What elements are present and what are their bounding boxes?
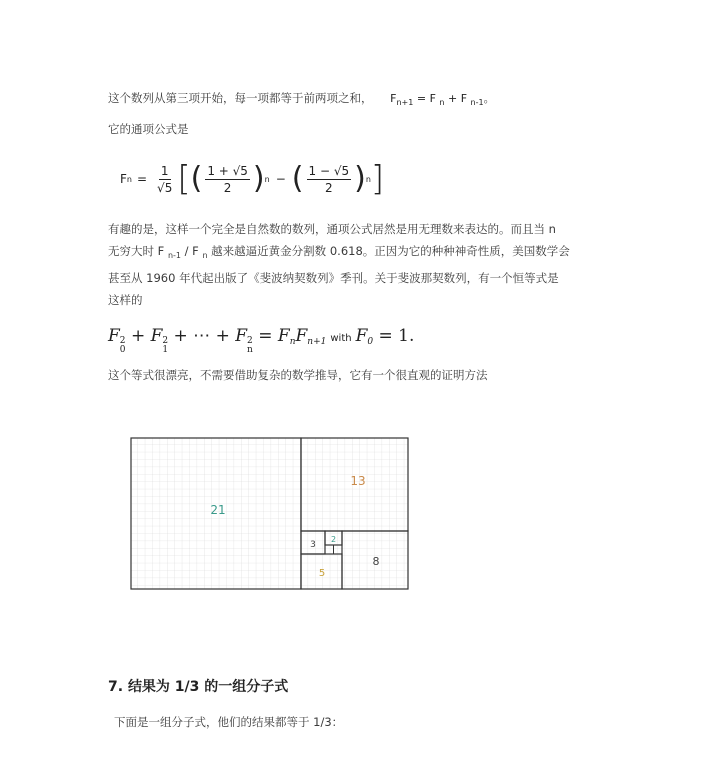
label-5: 5 — [318, 568, 326, 579]
label-2: 2 — [330, 535, 337, 544]
section-heading: 7. 结果为 1/3 的一组分子式 — [108, 679, 289, 695]
paragraph-recurrence: 这个数列从第三项开始，每一项都等于前两项之和， $F_{n+1} = F$ $_n$ + F $_{n-1}$。 — [108, 91, 495, 107]
paragraph-general-formula-intro: 它的通项公式是 — [108, 122, 189, 136]
paragraph-golden-ratio: 有趣的是，这样一个完全是自然数的数列，通项公式居然是用无理数来表达的。而且当 n 无穷大时 F $_{n-1}$ / F $_n$ 越来越逼近黄金分割数 0.618。正因为它的种种神奇性质，美国数学会 甚至从 1960 年代起出版了《斐波纳契数列》季刊。关于斐波那契数列，有一个恒等式是 这样的 — [108, 222, 570, 307]
label-13: 13 — [350, 474, 366, 488]
binet-formula: F n = $\frac{1}{√5}$ [ ( $\frac{1 + √5}{2}$ ) n − ( $\frac{1 - √5}{2}$ ) n ] — [120, 159, 385, 199]
fibonacci-squares-figure — [130, 437, 410, 592]
paragraph-proof-intro: 这个等式很漂亮，不需要借助复杂的数学推导，它有一个很直观的证明方法 — [108, 368, 488, 382]
sum-of-squares-identity: F 2 0 + F 2 1 + ⋯ + F 2 n = $F_nF_{n+1}$ with $F_0 = 1$. — [108, 326, 415, 355]
paragraph-fractions-intro: 下面是一组分子式，他们的结果都等于 1/3： — [114, 715, 344, 729]
label-3: 3 — [310, 540, 316, 550]
recurrence-formula: $F_{n+1} = F$ $_n$ + F $_{n-1}$。 — [390, 92, 495, 107]
label-8: 8 — [372, 555, 380, 568]
label-21: 21 — [210, 503, 226, 517]
